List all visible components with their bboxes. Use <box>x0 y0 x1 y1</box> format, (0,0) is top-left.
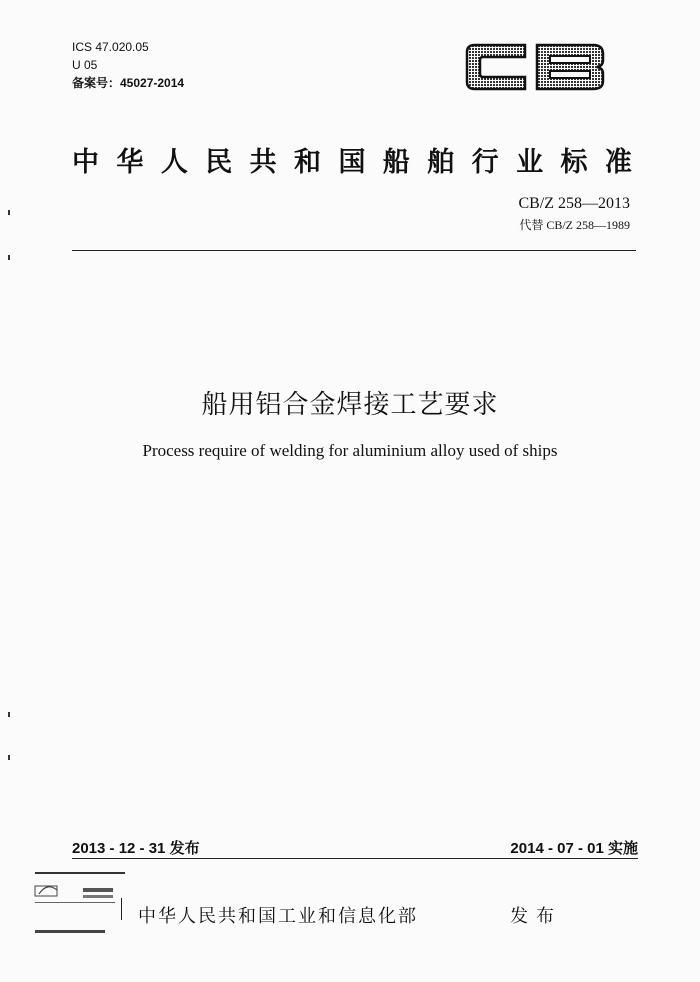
scan-mark <box>8 712 10 717</box>
standard-title-char: 舶 <box>427 147 455 178</box>
standard-title-char: 民 <box>205 147 233 178</box>
standard-title-char: 华 <box>116 147 144 178</box>
standard-title-char: 船 <box>382 147 410 178</box>
scan-mark <box>8 255 10 260</box>
header-divider <box>72 250 636 251</box>
issue-label: 发布 <box>510 906 562 927</box>
anti-counterfeit-stamp-icon <box>33 868 127 938</box>
ics-code: ICS 47.020.05 <box>72 40 149 54</box>
footer-divider <box>72 858 638 859</box>
standard-title-char: 和 <box>294 147 322 178</box>
standard-title-char: 行 <box>471 147 499 178</box>
record-number: 备案号：45027-2014 <box>72 76 185 90</box>
ccs-code: U 05 <box>72 58 98 72</box>
document-title-en: Process require of welding for aluminium alloy used of ships <box>142 441 558 460</box>
publish-date: 2013 - 12 - 31 发布 <box>72 840 200 857</box>
standard-number: CB/Z 258—2013 <box>518 195 630 212</box>
classification-block <box>72 38 184 92</box>
scan-mark <box>8 210 10 215</box>
issuing-ministry: 中华人民共和国工业和信息化部 <box>138 906 418 927</box>
scan-mark <box>8 755 10 760</box>
standard-title-char: 中 <box>72 147 99 178</box>
replaces-standard: 代替 CB/Z 258—1989 <box>519 218 630 232</box>
standard-title-char: 人 <box>160 147 188 178</box>
standard-category-title <box>72 140 632 179</box>
standard-title-char: 共 <box>249 147 277 178</box>
cb-standard-logo <box>463 42 607 92</box>
standard-title-char: 标 <box>560 147 588 178</box>
standard-title-char: 业 <box>516 147 544 178</box>
standard-title-char: 国 <box>338 147 366 178</box>
document-title-cn: 船用铝合金焊接工艺要求 <box>201 390 499 420</box>
standard-title-char: 准 <box>604 147 632 178</box>
implementation-date: 2014 - 07 - 01 实施 <box>510 840 638 857</box>
